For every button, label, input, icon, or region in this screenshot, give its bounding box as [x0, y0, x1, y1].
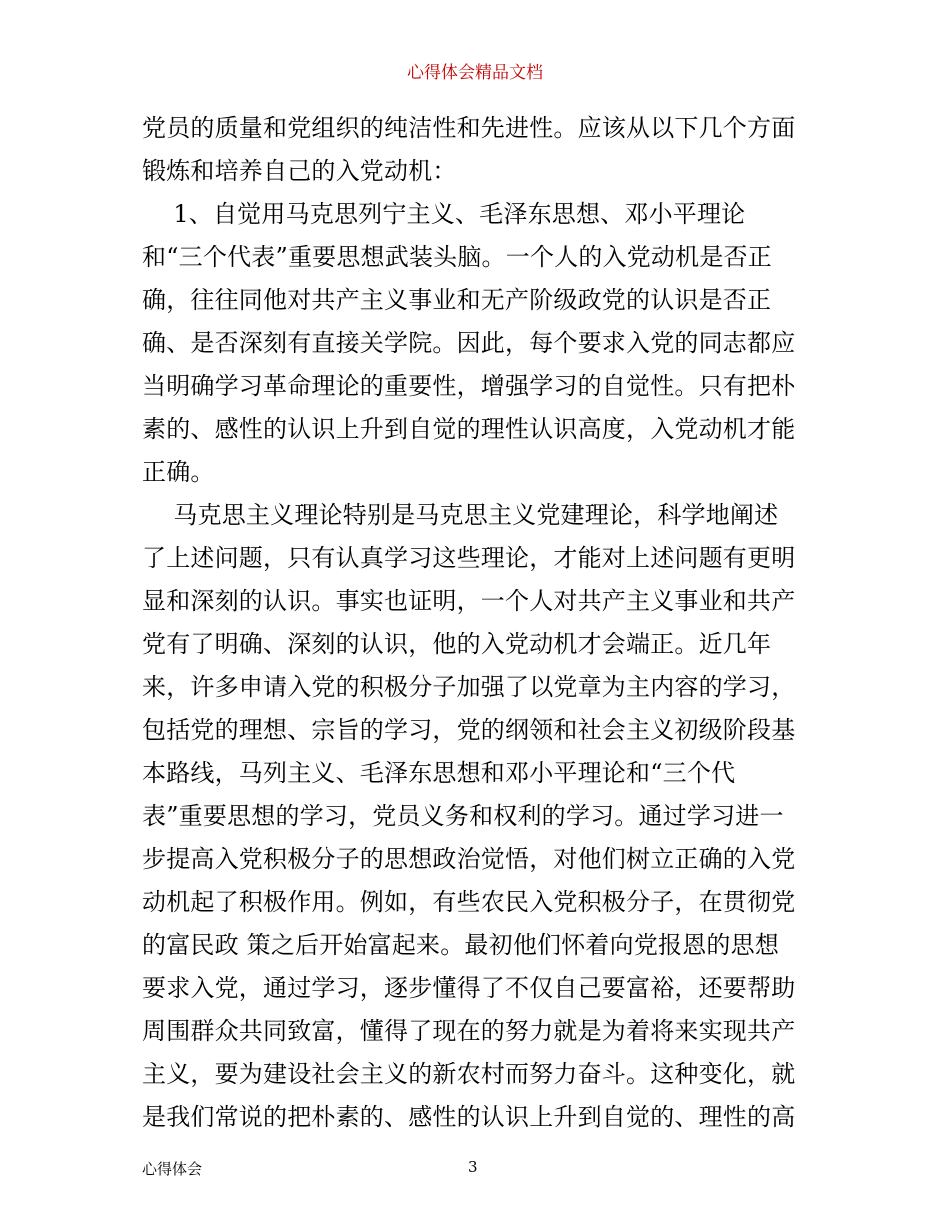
text-line: 1、自觉用马克思列宁主义、毛泽东思想、邓小平理论	[142, 200, 746, 228]
text-line: 正确。	[142, 458, 215, 486]
text-line: 确，往往同他对共产主义事业和无产阶级政党的认识是否正	[142, 286, 772, 314]
text-line: 马克思主义理论特别是马克思主义党建理论，科学地阐述	[142, 501, 779, 529]
text-line: 表”重要思想的学习，党员义务和权利的学习。通过学习进一	[142, 802, 784, 830]
text-line: 包括党的理想、宗旨的学习，党的纲领和社会主义初级阶段基	[142, 716, 796, 744]
footer-label: 心得体会	[142, 1160, 203, 1178]
text-line: 当明确学习革命理论的重要性，增强学习的自觉性。只有把朴	[142, 372, 796, 400]
text-line: 党有了明确、深刻的认识，他的入党动机才会端正。近几年	[142, 630, 772, 658]
text-line: 是我们常说的把朴素的、感性的认识上升到自觉的、理性的高	[142, 1103, 796, 1131]
text-line: 和“三个代表”重要思想武装头脑。一个人的入党动机是否正	[142, 243, 772, 271]
text-line: 锻炼和培养自己的入党动机：	[142, 157, 457, 185]
text-line: 步提高入党积极分子的思想政治觉悟，对他们树立正确的入党	[142, 845, 796, 873]
page-header-title: 心得体会精品文档	[407, 63, 543, 83]
text-line: 主义，要为建设社会主义的新农村而努力奋斗。这种变化，就	[142, 1060, 796, 1088]
text-line: 动机起了积极作用。例如，有些农民入党积极分子，在贯彻党	[142, 888, 796, 916]
text-line: 党员的质量和党组织的纯洁性和先进性。应该从以下几个方面	[142, 114, 796, 142]
text-line: 要求入党，通过学习，逐步懂得了不仅自己要富裕，还要帮助	[142, 974, 796, 1002]
text-line: 周围群众共同致富，懂得了现在的努力就是为着将来实现共产	[142, 1017, 796, 1045]
text-line: 显和深刻的认识。事实也证明，一个人对共产主义事业和共产	[142, 587, 796, 615]
text-line: 来，许多申请入党的积极分子加强了以党章为主内容的学习，	[142, 673, 796, 701]
page-number: 3	[468, 1158, 478, 1176]
text-line: 了上述问题，只有认真学习这些理论，才能对上述问题有更明	[142, 544, 796, 572]
text-line: 素的、感性的认识上升到自觉的理性认识高度，入党动机才能	[142, 415, 796, 443]
text-line: 本路线，马列主义、毛泽东思想和邓小平理论和“三个代	[142, 759, 736, 787]
text-line: 确、是否深刻有直接关学院。因此，每个要求入党的同志都应	[142, 329, 796, 357]
text-line: 的富民政 策之后开始富起来。最初他们怀着向党报恩的思想	[142, 931, 780, 959]
